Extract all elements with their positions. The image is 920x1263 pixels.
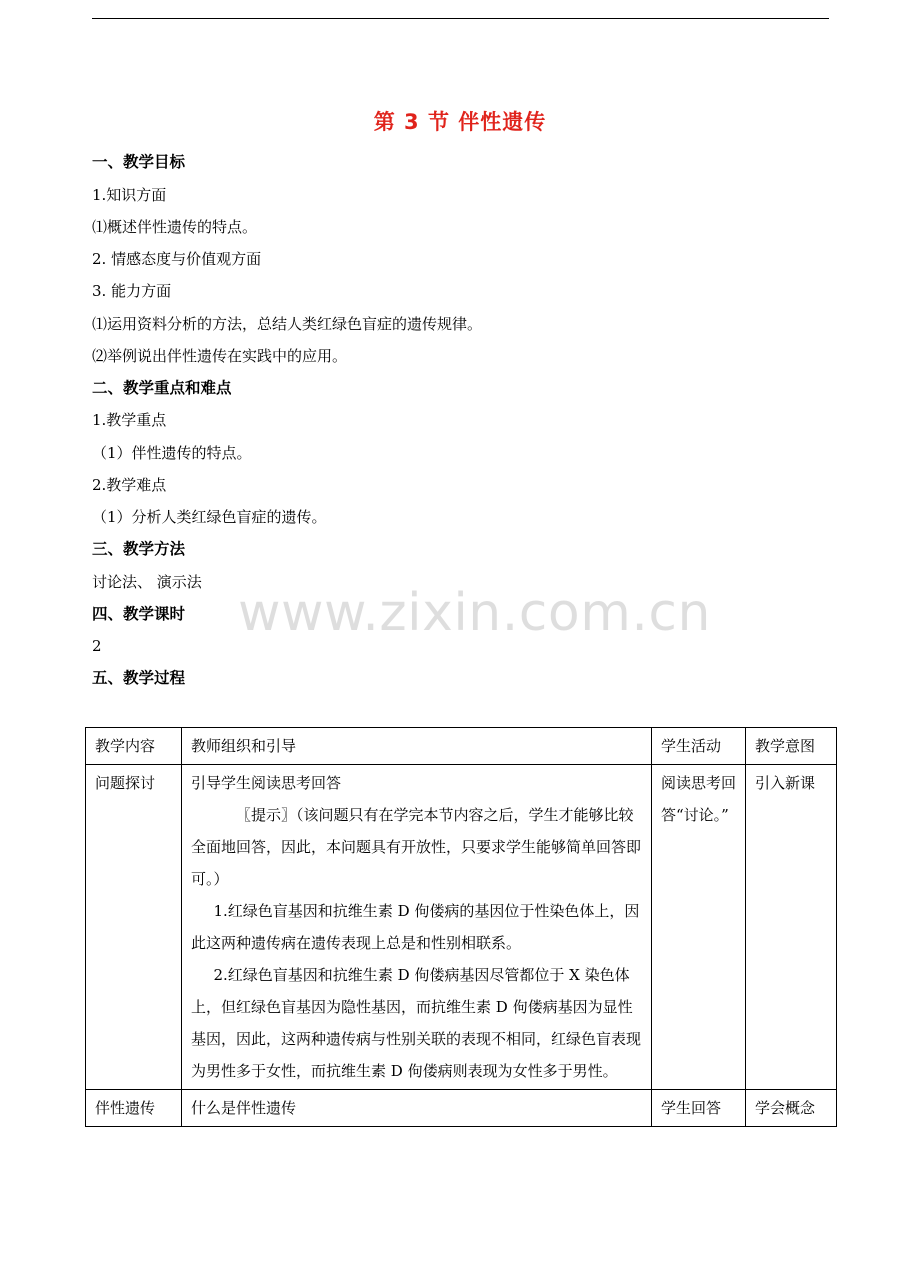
section-heading-methods: 三、教学方法 [92,540,186,558]
text-line: 讨论法、 演示法 [92,573,202,591]
text-line: （1）伴性遗传的特点。 [92,444,252,462]
text-line: （1）分析人类红绿色盲症的遗传。 [92,508,327,526]
page-title: 第 3 节 伴性遗传 [373,110,547,134]
text-line: 2.教学难点 [92,476,167,494]
table-cell-guide [182,765,652,1090]
table-cell-activity: 阅读思考回答“讨论。” [652,765,746,1090]
table-cell-content: 问题探讨 [86,765,182,1090]
guide-point-1: 1.红绿色盲基因和抗维生素 D 佝偻病的基因位于性染色体上，因此这两种遗传病在遗传表现上总是和性别相联系。 [191,902,640,952]
lesson-process-table [85,727,837,1127]
table-header-cell: 教学意图 [746,728,837,765]
guide-point-2: 2.红绿色盲基因和抗维生素 D 佝偻病基因尽管都位于 X 染色体上，但红绿色盲基因为隐性基因，而抗维生素 D 佝偻病基因为显性基因，因此，这两种遗传病与性别关联的表现不相同，红绿色盲表现为男性多于女性，而抗维生素 D 佝偻病则表现为女性多于男性。 [191,966,642,1080]
table-header-cell: 学生活动 [652,728,746,765]
text-line: ⑴运用资料分析的方法，总结人类红绿色盲症的遗传规律。 [92,315,483,333]
guide-hint: 〖提示〗（该问题只有在学完本节内容之后，学生才能够比较全面地回答，因此，本问题具有开放性，只要求学生能够简单回答即可。） [191,806,642,888]
text-line: 1.教学重点 [92,411,167,429]
section-heading-process: 五、教学过程 [92,669,186,687]
text-line: 1.知识方面 [92,186,167,204]
text-line: ⑵举例说出伴性遗传在实践中的应用。 [92,347,348,365]
table-header-cell: 教师组织和引导 [182,728,652,765]
section-heading-objectives: 一、教学目标 [92,153,186,171]
table-row [86,765,837,1090]
text-line: ⑴概述伴性遗传的特点。 [92,218,258,236]
table-header-cell: 教学内容 [86,728,182,765]
table-cell-guide: 什么是伴性遗传 [182,1090,652,1127]
table-cell-activity: 学生回答 [652,1090,746,1127]
table-cell-content: 伴性遗传 [86,1090,182,1127]
guide-intro: 引导学生阅读思考回答 [191,774,342,792]
section-heading-hours: 四、教学课时 [92,605,186,623]
text-line: 3. 能力方面 [92,282,172,300]
table-cell-intent: 学会概念 [746,1090,837,1127]
section-heading-key-points: 二、教学重点和难点 [92,379,232,397]
watermark: www.zixin.com.cn [238,583,711,643]
table-header-row [86,728,837,765]
text-line: 2. 情感态度与价值观方面 [92,250,262,268]
header-rule [92,18,829,19]
table-row [86,1090,837,1127]
table-cell-intent: 引入新课 [746,765,837,1090]
text-line: 2 [92,637,102,655]
